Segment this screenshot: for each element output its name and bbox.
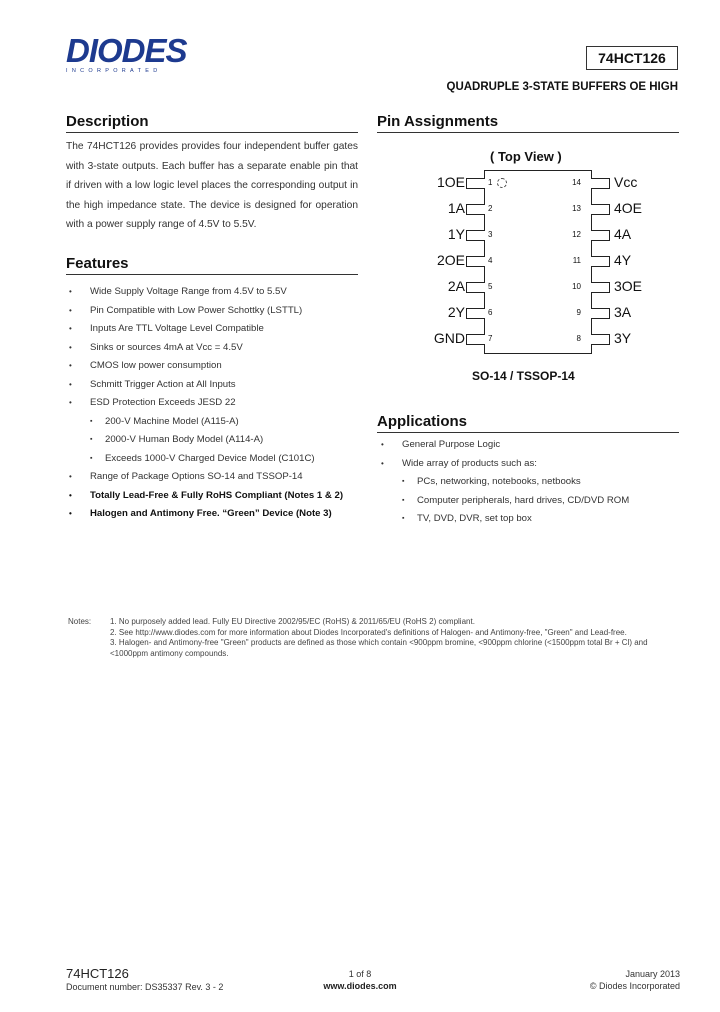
- footer-page-number: 1 of 8: [348, 969, 372, 979]
- footer-part-number: 74HCT126: [66, 966, 129, 981]
- right-pin-number: 13: [572, 204, 581, 213]
- application-text: Wide array of products such as:: [402, 457, 537, 469]
- bullet-icon: •: [381, 458, 384, 468]
- bullet-icon: ▪: [402, 478, 405, 485]
- pin1-marker-icon: [497, 178, 507, 188]
- feature-text: Range of Package Options SO-14 and TSSOP-14: [90, 471, 303, 482]
- bullet-icon: •: [69, 398, 72, 407]
- footer-copyright: © Diodes Incorporated: [589, 981, 680, 991]
- application-item: [378, 455, 678, 474]
- note-item: 1. No purposely added lead. Fully EU Directive 2002/95/EC (RoHS) & 2011/65/EU (RoHS 2) compliant.: [110, 617, 475, 626]
- left-pin-label: GND: [433, 330, 465, 346]
- left-pin-number: 1: [488, 178, 493, 187]
- application-item: [378, 510, 678, 529]
- feature-text: 200-V Machine Model (A115-A): [105, 415, 239, 427]
- left-pin-lead: [466, 178, 485, 189]
- footer-doc-number: Document number: DS35337 Rev. 3 - 2: [66, 982, 224, 992]
- footer-date: January 2013: [625, 969, 680, 979]
- application-item: [378, 436, 678, 455]
- bullet-icon: •: [381, 440, 384, 449]
- right-pin-label: 3OE: [614, 278, 643, 294]
- right-pin-lead: [591, 256, 610, 267]
- bullet-icon: •: [69, 287, 72, 296]
- bullet-icon: ▪: [402, 515, 405, 522]
- feature-text: Exceeds 1000-V Charged Device Model (C101C): [105, 452, 315, 464]
- right-pin-number: 9: [576, 308, 581, 317]
- right-pin-label: 4OE: [614, 200, 643, 216]
- package-label: SO-14 / TSSOP-14: [472, 369, 575, 383]
- diodes-logo: [66, 34, 187, 74]
- feature-item: [66, 505, 366, 524]
- feature-item: [66, 283, 366, 302]
- applications-heading: Applications: [377, 413, 679, 433]
- left-pin-label: 2Y: [447, 304, 465, 320]
- application-item: [378, 492, 678, 511]
- logo-subtext: INCORPORATED: [66, 68, 162, 74]
- left-pin-lead: [466, 334, 485, 345]
- right-pin-label: 4Y: [614, 252, 632, 268]
- right-pin-lead: [591, 230, 610, 241]
- feature-text: ESD Protection Exceeds JESD 22: [90, 397, 236, 408]
- page-subtitle: QUADRUPLE 3-STATE BUFFERS OE HIGH: [446, 81, 678, 93]
- feature-item: [66, 302, 366, 321]
- notes-list: [110, 617, 675, 659]
- application-text: TV, DVD, DVR, set top box: [417, 513, 532, 524]
- left-pin-lead: [466, 282, 485, 293]
- feature-item: [66, 376, 366, 395]
- left-pin-label: 2OE: [436, 252, 465, 268]
- application-text: General Purpose Logic: [402, 439, 501, 450]
- feature-text: 2000-V Human Body Model (A114-A): [105, 434, 264, 445]
- bullet-icon: •: [69, 361, 72, 370]
- right-pin-number: 8: [576, 334, 581, 343]
- feature-text: Schmitt Trigger Action at All Inputs: [90, 378, 236, 390]
- pin-assignments-heading: Pin Assignments: [377, 113, 679, 133]
- right-pin-lead: [591, 204, 610, 215]
- bullet-icon: •: [69, 509, 72, 518]
- applications-list: [378, 436, 678, 529]
- features-heading: Features: [66, 255, 358, 275]
- feature-text: Sinks or sources 4mA at Vcc = 4.5V: [90, 341, 243, 353]
- left-pin-label: 1OE: [436, 174, 465, 190]
- left-pin-number: 4: [488, 256, 493, 265]
- logo-text: DIODES: [66, 32, 187, 69]
- feature-text: Halogen and Antimony Free. “Green” Device (Note 3): [90, 508, 332, 519]
- left-pin-label: 1A: [447, 200, 465, 216]
- bullet-icon: •: [69, 379, 72, 389]
- description-text: The 74HCT126 provides provides four independent buffer gates with 3-state outputs. Each buffer has a separate enable pin that if driven with a low logic level places the corresponding output in the high impedance state. The device is designed for operation with a power supply range of 4.5V to 5.5V.: [66, 141, 358, 230]
- right-pin-lead: [591, 178, 610, 189]
- bullet-icon: •: [69, 342, 72, 352]
- features-list: [66, 283, 366, 524]
- right-pin-lead: [591, 282, 610, 293]
- feature-text: Totally Lead-Free & Fully RoHS Compliant (Notes 1 & 2): [90, 489, 344, 501]
- feature-item: [66, 357, 366, 376]
- feature-text: Pin Compatible with Low Power Schottky (LSTTL): [90, 304, 303, 316]
- right-pin-lead: [591, 334, 610, 345]
- top-view-label: ( Top View ): [490, 149, 562, 164]
- feature-item: [66, 450, 366, 469]
- feature-text: Inputs Are TTL Voltage Level Compatible: [90, 323, 264, 334]
- notes-label: Notes:: [68, 617, 92, 626]
- feature-item: [66, 431, 366, 450]
- bullet-icon: •: [69, 324, 72, 333]
- left-pin-lead: [466, 308, 485, 319]
- left-pin-number: 6: [488, 308, 493, 317]
- right-pin-label: 3Y: [614, 330, 632, 346]
- left-pin-number: 3: [488, 230, 493, 239]
- left-pin-label: 2A: [447, 278, 465, 294]
- bullet-icon: •: [69, 305, 72, 315]
- left-pin-lead: [466, 204, 485, 215]
- feature-item: [66, 413, 366, 432]
- right-pin-number: 11: [572, 256, 581, 265]
- pin-diagram: [420, 170, 650, 360]
- bullet-icon: •: [69, 472, 72, 481]
- note-item: 3. Halogen- and Antimony-free "Green" products are defined as those which contain <900ppm bromine, <900ppm chlorine (<1500ppm total Br + Cl) and <1000ppm antimony compounds.: [110, 638, 648, 658]
- feature-text: Wide Supply Voltage Range from 4.5V to 5.5V: [90, 286, 287, 297]
- application-text: PCs, networking, notebooks, netbooks: [417, 476, 581, 487]
- right-pin-number: 12: [572, 230, 581, 239]
- bullet-icon: ▪: [402, 496, 405, 504]
- left-pin-label: 1Y: [447, 226, 465, 242]
- application-item: [378, 473, 678, 492]
- right-pin-label: 3A: [614, 304, 632, 320]
- bullet-icon: ▪: [90, 417, 93, 425]
- part-number-box: 74HCT126: [586, 46, 678, 70]
- footer-url: www.diodes.com: [323, 981, 397, 991]
- right-pin-number: 10: [572, 282, 581, 291]
- feature-item: [66, 468, 366, 487]
- right-pin-label: Vcc: [614, 174, 638, 190]
- bullet-icon: •: [69, 490, 72, 500]
- feature-item: [66, 320, 366, 339]
- left-pin-number: 5: [488, 282, 493, 291]
- left-pin-lead: [466, 256, 485, 267]
- feature-item: [66, 394, 366, 413]
- right-pin-label: 4A: [614, 226, 632, 242]
- note-item: 2. See http://www.diodes.com for more information about Diodes Incorporated's definitions of Halogen- and Antimony-free, "Green" and Lead-free.: [110, 627, 627, 637]
- left-pin-number: 2: [488, 204, 493, 213]
- right-pin-lead: [591, 308, 610, 319]
- feature-item: [66, 339, 366, 358]
- left-pin-lead: [466, 230, 485, 241]
- bullet-icon: ▪: [90, 436, 93, 443]
- left-pin-number: 7: [488, 334, 493, 343]
- description-heading: Description: [66, 113, 358, 133]
- feature-text: CMOS low power consumption: [90, 360, 222, 371]
- right-pin-number: 14: [572, 178, 581, 187]
- bullet-icon: ▪: [90, 454, 93, 462]
- application-text: Computer peripherals, hard drives, CD/DVD ROM: [417, 494, 630, 506]
- feature-item: [66, 487, 366, 506]
